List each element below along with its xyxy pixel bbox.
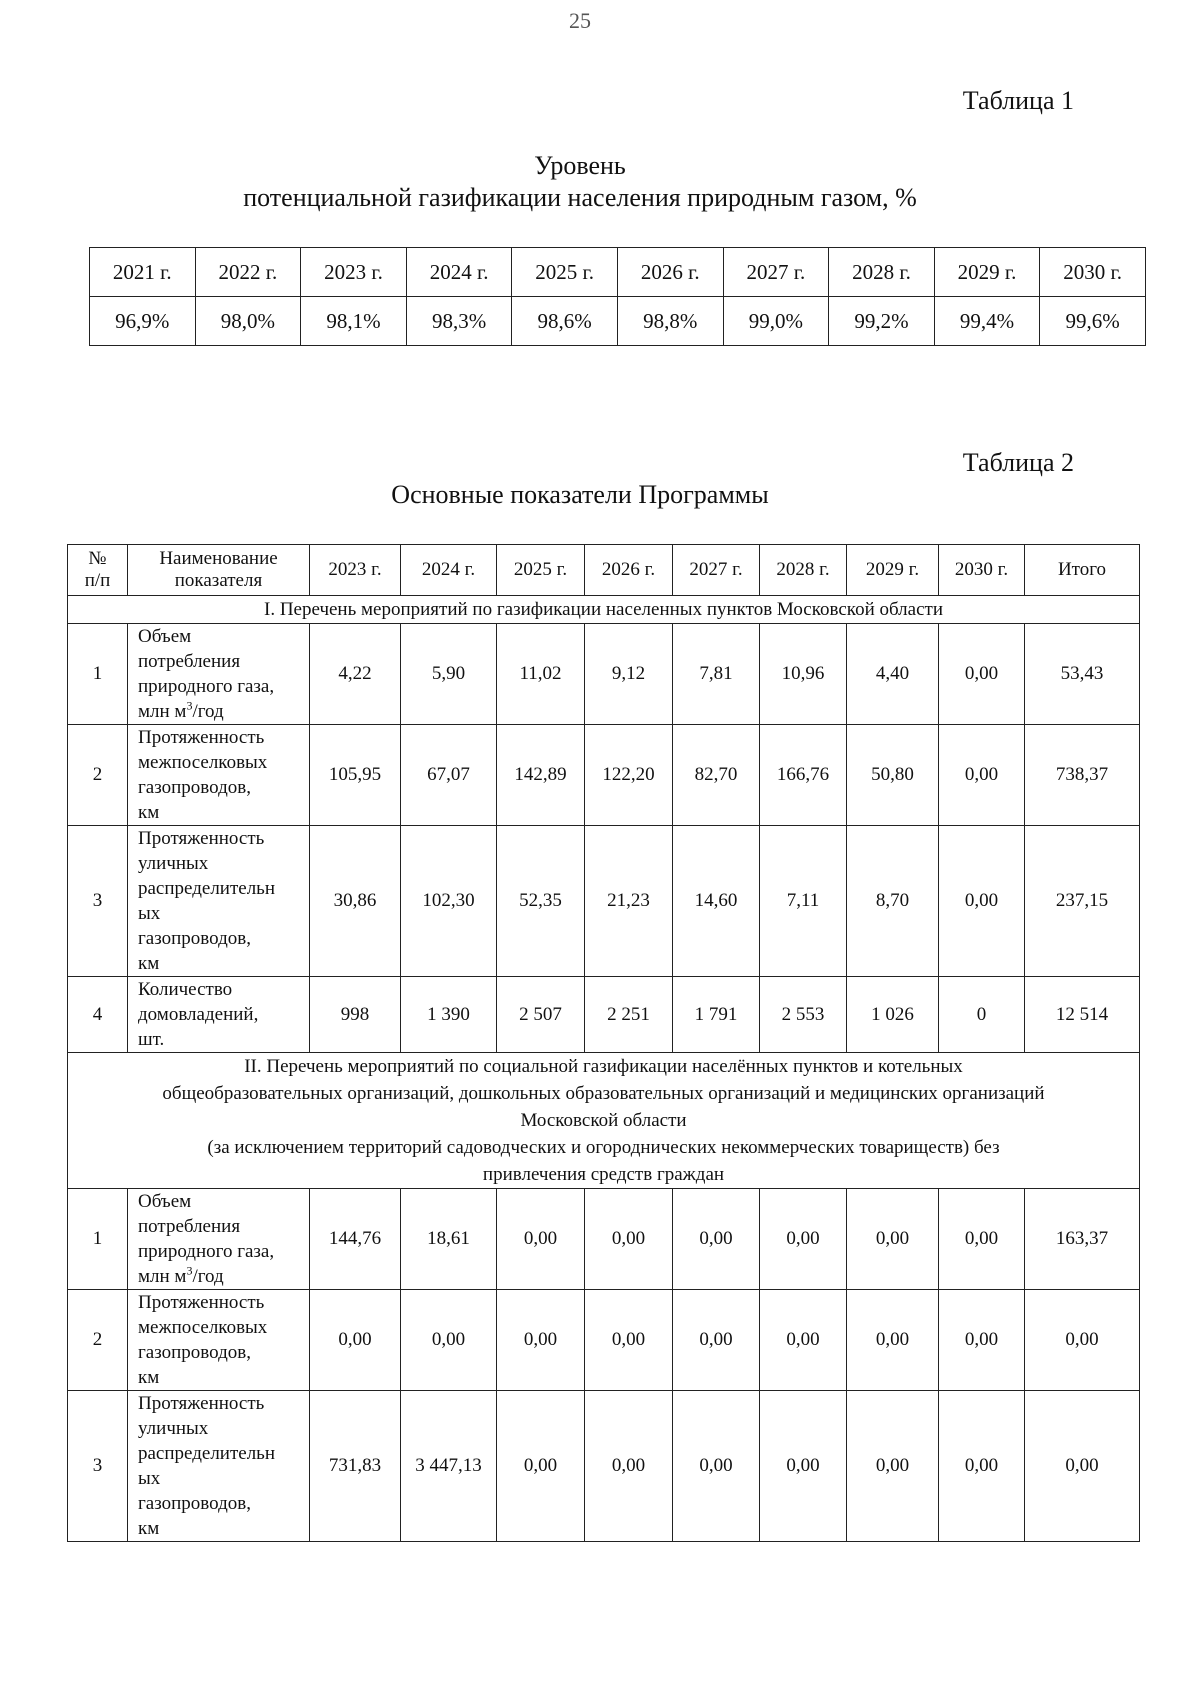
unit-tail: /год <box>192 1266 224 1287</box>
indicator-name-text: Протяженность <box>138 1292 265 1313</box>
table1-values-row <box>90 297 1146 346</box>
indicator-name-line <box>138 1365 309 1390</box>
indicator-name <box>128 826 310 977</box>
indicator-name-line <box>138 775 309 800</box>
total-cell: 12 514 <box>1025 977 1140 1053</box>
indicator-name-text: природного газа, <box>138 1241 275 1262</box>
total-cell: 237,15 <box>1025 826 1140 977</box>
year-cell: 2021 г. <box>90 248 196 297</box>
indicator-name-line <box>138 1027 309 1052</box>
section-title-line: I. Перечень мероприятий по газификации населенных пунктов Московской области <box>264 599 943 620</box>
indicator-name-text: ых <box>138 1468 161 1489</box>
indicator-name-line <box>138 699 309 724</box>
indicator-name-line <box>138 1315 309 1340</box>
table-row <box>68 1290 1140 1391</box>
value-cell: 0,00 <box>939 725 1025 826</box>
year-cell: 2029 г. <box>934 248 1040 297</box>
row-number: 2 <box>68 1290 128 1391</box>
header-year: 2027 г. <box>673 545 760 596</box>
value-cell: 82,70 <box>673 725 760 826</box>
section-header-row <box>68 1053 1140 1189</box>
indicator-name <box>128 624 310 725</box>
percent-cell: 96,9% <box>90 297 196 346</box>
value-cell: 0,00 <box>585 1189 673 1290</box>
indicator-name-line <box>138 1391 309 1416</box>
indicator-name-text: домовладений, <box>138 1004 259 1025</box>
indicator-name-line <box>138 1264 309 1289</box>
value-cell: 0,00 <box>673 1189 760 1290</box>
table-row <box>68 725 1140 826</box>
indicator-name-line <box>138 624 309 649</box>
total-cell: 0,00 <box>1025 1391 1140 1542</box>
value-cell: 0,00 <box>939 1189 1025 1290</box>
value-cell: 0,00 <box>847 1189 939 1290</box>
value-cell: 52,35 <box>497 826 585 977</box>
indicator-name-line <box>138 901 309 926</box>
indicator-name-line <box>138 876 309 901</box>
value-cell: 0,00 <box>585 1290 673 1391</box>
value-cell: 1 026 <box>847 977 939 1053</box>
value-cell: 3 447,13 <box>401 1391 497 1542</box>
unit-superscript: 3 <box>186 1263 193 1278</box>
indicator-name-line <box>138 1002 309 1027</box>
total-cell: 0,00 <box>1025 1290 1140 1391</box>
value-cell: 2 507 <box>497 977 585 1053</box>
header-total: Итого <box>1025 545 1140 596</box>
value-cell: 0,00 <box>673 1391 760 1542</box>
total-cell: 738,37 <box>1025 725 1140 826</box>
percent-cell: 98,6% <box>512 297 618 346</box>
unit-superscript: 3 <box>186 698 193 713</box>
section-title-line: привлечения средств граждан <box>482 1164 725 1185</box>
header-year: 2029 г. <box>847 545 939 596</box>
value-cell: 166,76 <box>760 725 847 826</box>
value-cell: 2 553 <box>760 977 847 1053</box>
indicator-name-text: Объем <box>138 1191 192 1212</box>
header-year: 2030 г. <box>939 545 1025 596</box>
indicator-name-line <box>138 951 309 976</box>
year-cell: 2024 г. <box>406 248 512 297</box>
row-number: 2 <box>68 725 128 826</box>
indicator-name-line <box>138 1516 309 1541</box>
value-cell: 0,00 <box>847 1391 939 1542</box>
indicator-name-text: км <box>138 953 160 974</box>
value-cell: 4,40 <box>847 624 939 725</box>
header-year: 2026 г. <box>585 545 673 596</box>
value-cell: 11,02 <box>497 624 585 725</box>
indicator-name-line <box>138 674 309 699</box>
indicator-name-line <box>138 826 309 851</box>
section-header-row <box>68 596 1140 624</box>
value-cell: 1 390 <box>401 977 497 1053</box>
table2-title: Основные показатели Программы <box>391 480 769 509</box>
value-cell: 8,70 <box>847 826 939 977</box>
value-cell: 0,00 <box>939 1290 1025 1391</box>
header-year: 2023 г. <box>310 545 401 596</box>
indicator-name-line <box>138 1466 309 1491</box>
indicator-name-text: ых <box>138 903 161 924</box>
indicator-name-line <box>138 649 309 674</box>
row-number: 3 <box>68 826 128 977</box>
value-cell: 7,11 <box>760 826 847 977</box>
table2-header-row <box>68 545 1140 596</box>
table2-caption: Таблица 2 <box>962 448 1074 477</box>
indicator-name-text: распределительн <box>138 1443 276 1464</box>
indicator-name-text: Объем <box>138 626 192 647</box>
section-title-line: Московской области <box>520 1110 687 1131</box>
indicator-name-text: межпоселковых <box>138 752 268 773</box>
row-number: 1 <box>68 1189 128 1290</box>
section-title-line: II. Перечень мероприятий по социальной газификации населённых пунктов и котельных <box>244 1056 963 1077</box>
indicator-name-line <box>138 851 309 876</box>
indicator-name-line <box>138 1416 309 1441</box>
indicator-name-text: уличных <box>138 1418 209 1439</box>
indicator-name-line <box>138 1214 309 1239</box>
table-row <box>68 1391 1140 1542</box>
year-cell: 2023 г. <box>301 248 407 297</box>
indicator-name-line <box>138 977 309 1002</box>
indicator-name-text: межпоселковых <box>138 1317 268 1338</box>
value-cell: 0,00 <box>847 1290 939 1391</box>
value-cell: 21,23 <box>585 826 673 977</box>
value-cell: 0,00 <box>497 1189 585 1290</box>
section-title <box>68 1053 1140 1189</box>
indicator-name <box>128 1189 310 1290</box>
value-cell: 67,07 <box>401 725 497 826</box>
value-cell: 105,95 <box>310 725 401 826</box>
value-cell: 5,90 <box>401 624 497 725</box>
indicator-name-text: Протяженность <box>138 828 265 849</box>
table1-caption: Таблица 1 <box>962 86 1074 115</box>
indicator-name-text: млн м <box>138 1266 187 1287</box>
value-cell: 2 251 <box>585 977 673 1053</box>
percent-cell: 98,0% <box>195 297 301 346</box>
value-cell: 0,00 <box>760 1290 847 1391</box>
value-cell: 0,00 <box>497 1290 585 1391</box>
value-cell: 144,76 <box>310 1189 401 1290</box>
indicator-name <box>128 1391 310 1542</box>
indicator-name-line <box>138 800 309 825</box>
value-cell: 998 <box>310 977 401 1053</box>
value-cell: 0,00 <box>585 1391 673 1542</box>
value-cell: 0 <box>939 977 1025 1053</box>
indicator-name-line <box>138 725 309 750</box>
value-cell: 0,00 <box>401 1290 497 1391</box>
percent-cell: 98,3% <box>406 297 512 346</box>
value-cell: 102,30 <box>401 826 497 977</box>
indicator-name-line <box>138 1189 309 1214</box>
value-cell: 0,00 <box>760 1189 847 1290</box>
value-cell: 0,00 <box>497 1391 585 1542</box>
indicator-name-line <box>138 1491 309 1516</box>
indicator-name-text: потребления <box>138 651 241 672</box>
indicator-name <box>128 977 310 1053</box>
table1-title-line1: Уровень <box>534 151 626 180</box>
row-number: 4 <box>68 977 128 1053</box>
indicator-name-text: газопроводов, <box>138 928 251 949</box>
value-cell: 142,89 <box>497 725 585 826</box>
value-cell: 14,60 <box>673 826 760 977</box>
indicator-name-text: газопроводов, <box>138 777 251 798</box>
indicator-name-line <box>138 1340 309 1365</box>
indicator-name <box>128 1290 310 1391</box>
indicator-name-text: Протяженность <box>138 727 265 748</box>
row-number: 1 <box>68 624 128 725</box>
indicator-name-text: км <box>138 802 160 823</box>
indicator-name-text: потребления <box>138 1216 241 1237</box>
gasification-level-table <box>89 247 1146 346</box>
indicator-name-text: распределительн <box>138 878 276 899</box>
value-cell: 0,00 <box>939 826 1025 977</box>
indicator-name-text: природного газа, <box>138 676 275 697</box>
indicator-name-line <box>138 1441 309 1466</box>
program-indicators-table <box>67 544 1140 1542</box>
header-name-line2: показателя <box>174 570 263 591</box>
value-cell: 0,00 <box>310 1290 401 1391</box>
table1-title-line2: потенциальной газификации населения природным газом, % <box>243 183 917 212</box>
indicator-name-line <box>138 750 309 775</box>
indicator-name-text: Протяженность <box>138 1393 265 1414</box>
value-cell: 30,86 <box>310 826 401 977</box>
table2-body <box>68 596 1140 1542</box>
indicator-name-text: газопроводов, <box>138 1493 251 1514</box>
unit-tail: /год <box>192 701 224 722</box>
indicator-name-text: газопроводов, <box>138 1342 251 1363</box>
row-number: 3 <box>68 1391 128 1542</box>
year-cell: 2028 г. <box>829 248 935 297</box>
indicator-name-line <box>138 926 309 951</box>
indicator-name-text: шт. <box>138 1029 165 1050</box>
page-number: 25 <box>569 8 591 33</box>
header-number-line1: № <box>88 548 107 569</box>
header-name-line1: Наименование <box>159 548 278 569</box>
value-cell: 122,20 <box>585 725 673 826</box>
year-cell: 2027 г. <box>723 248 829 297</box>
section-title-line: (за исключением территорий садоводческих и огороднических некоммерческих товариществ) без <box>207 1137 1000 1158</box>
percent-cell: 99,2% <box>829 297 935 346</box>
indicator-name-text: уличных <box>138 853 209 874</box>
indicator-name-text: млн м <box>138 701 187 722</box>
total-cell: 53,43 <box>1025 624 1140 725</box>
value-cell: 0,00 <box>673 1290 760 1391</box>
table-row <box>68 624 1140 725</box>
header-year: 2028 г. <box>760 545 847 596</box>
value-cell: 9,12 <box>585 624 673 725</box>
value-cell: 4,22 <box>310 624 401 725</box>
header-indicator-name <box>128 545 310 596</box>
header-number <box>68 545 128 596</box>
year-cell: 2026 г. <box>617 248 723 297</box>
indicator-name-text: Количество <box>138 979 233 1000</box>
value-cell: 10,96 <box>760 624 847 725</box>
percent-cell: 99,4% <box>934 297 1040 346</box>
value-cell: 7,81 <box>673 624 760 725</box>
value-cell: 731,83 <box>310 1391 401 1542</box>
indicator-name-line <box>138 1239 309 1264</box>
value-cell: 50,80 <box>847 725 939 826</box>
percent-cell: 99,0% <box>723 297 829 346</box>
table-row <box>68 977 1140 1053</box>
value-cell: 0,00 <box>939 1391 1025 1542</box>
table1-years-row <box>90 248 1146 297</box>
total-cell: 163,37 <box>1025 1189 1140 1290</box>
indicator-name-text: км <box>138 1518 160 1539</box>
header-year: 2025 г. <box>497 545 585 596</box>
value-cell: 18,61 <box>401 1189 497 1290</box>
section-title <box>68 596 1140 624</box>
header-number-line2: п/п <box>84 570 111 591</box>
percent-cell: 98,8% <box>617 297 723 346</box>
value-cell: 0,00 <box>939 624 1025 725</box>
value-cell: 0,00 <box>760 1391 847 1542</box>
year-cell: 2022 г. <box>195 248 301 297</box>
header-year: 2024 г. <box>401 545 497 596</box>
table1-title <box>0 150 1160 214</box>
section-title-line: общеобразовательных организаций, дошкольных образовательных организаций и медицинских организаций <box>162 1083 1045 1104</box>
table-row <box>68 826 1140 977</box>
value-cell: 1 791 <box>673 977 760 1053</box>
table-row <box>68 1189 1140 1290</box>
percent-cell: 99,6% <box>1040 297 1146 346</box>
indicator-name-text: км <box>138 1367 160 1388</box>
percent-cell: 98,1% <box>301 297 407 346</box>
year-cell: 2025 г. <box>512 248 618 297</box>
indicator-name <box>128 725 310 826</box>
indicator-name-line <box>138 1290 309 1315</box>
year-cell: 2030 г. <box>1040 248 1146 297</box>
